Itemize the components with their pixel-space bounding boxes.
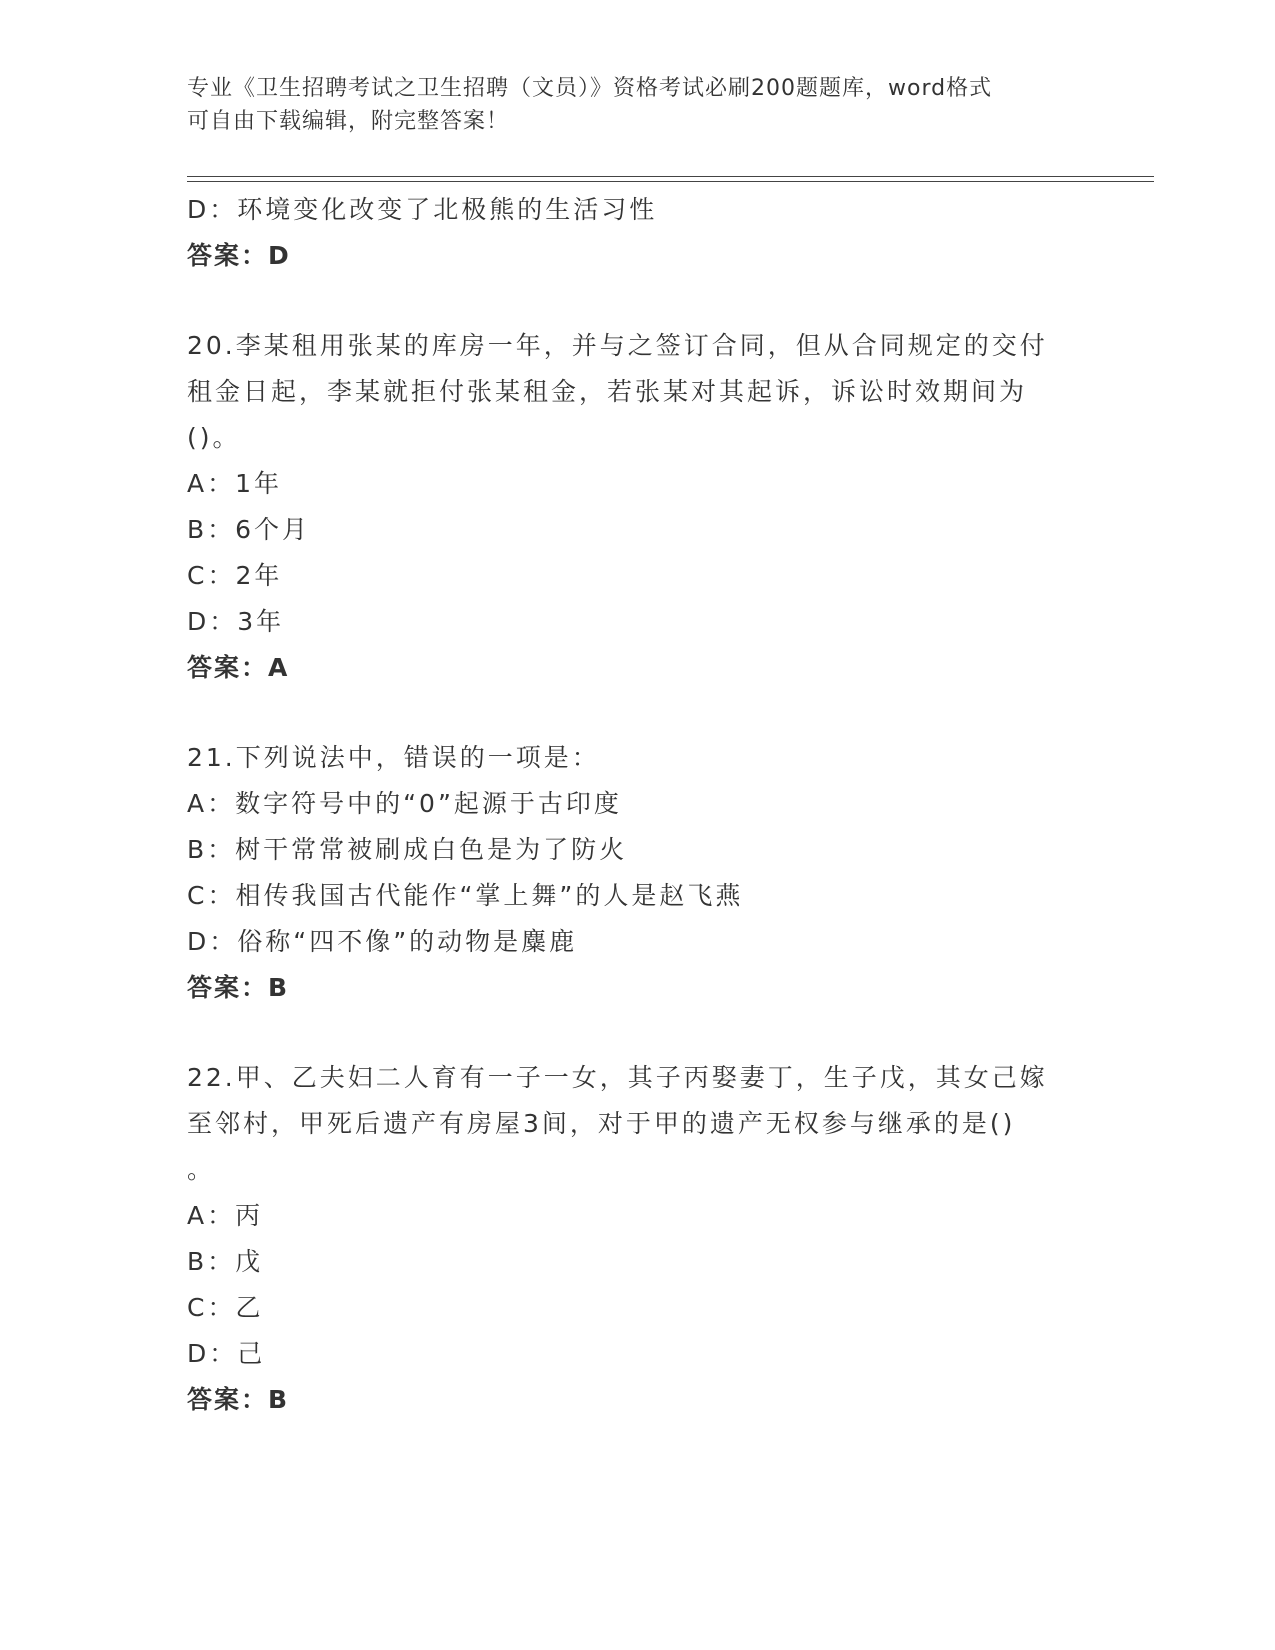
option-d: D：环境变化改变了北极熊的生活习性 — [187, 195, 658, 224]
document-header — [187, 72, 1087, 138]
answer-label: 答案：D — [187, 241, 291, 270]
option-c: C：2年 — [187, 561, 283, 590]
spacer — [187, 1011, 1087, 1055]
option-b: B：树干常常被刷成白色是为了防火 — [187, 835, 628, 864]
answer-label: 答案：A — [187, 653, 290, 682]
option-c: C：乙 — [187, 1293, 264, 1322]
option-b: B：6个月 — [187, 515, 311, 544]
spacer — [187, 691, 1087, 735]
option-c: C：相传我国古代能作“掌上舞”的人是赵飞燕 — [187, 881, 744, 910]
question-22 — [187, 1055, 1087, 1423]
spacer — [187, 279, 1087, 323]
header-divider-bottom — [187, 181, 1154, 182]
option-d: D：3年 — [187, 607, 285, 636]
option-d: D：俗称“四不像”的动物是麋鹿 — [187, 927, 578, 956]
header-line-2: 可自由下载编辑，附完整答案！ — [187, 109, 510, 134]
question-stem: ()。 — [187, 423, 241, 452]
answer-label: 答案：B — [187, 973, 290, 1002]
question-20 — [187, 323, 1087, 691]
question-stem: 21.下列说法中，错误的一项是： — [187, 743, 600, 772]
header-divider-top — [187, 176, 1154, 177]
option-a: A：丙 — [187, 1201, 264, 1230]
question-stem: 至邻村，甲死后遗产有房屋3间，对于甲的遗产无权参与继承的是() — [187, 1109, 1016, 1138]
option-a: A：数字符号中的“0”起源于古印度 — [187, 789, 622, 818]
header-line-1: 专业《卫生招聘考试之卫生招聘（文员）》资格考试必刷200题题库，word格式 — [187, 76, 993, 101]
option-d: D：己 — [187, 1339, 266, 1368]
question-21 — [187, 735, 1087, 1011]
question-list — [187, 187, 1087, 1423]
answer-label: 答案：B — [187, 1385, 290, 1414]
option-a: A：1年 — [187, 469, 283, 498]
question-stem: 租金日起，李某就拒付张某租金，若张某对其起诉，诉讼时效期间为 — [187, 377, 1028, 406]
question-19-tail — [187, 187, 1087, 279]
option-b: B：戊 — [187, 1247, 264, 1276]
question-stem: 20.李某租用张某的库房一年，并与之签订合同，但从合同规定的交付 — [187, 331, 1048, 360]
question-stem: 22.甲、乙夫妇二人育有一子一女，其子丙娶妻丁，生子戊，其女己嫁 — [187, 1063, 1048, 1092]
question-stem: 。 — [187, 1155, 216, 1184]
